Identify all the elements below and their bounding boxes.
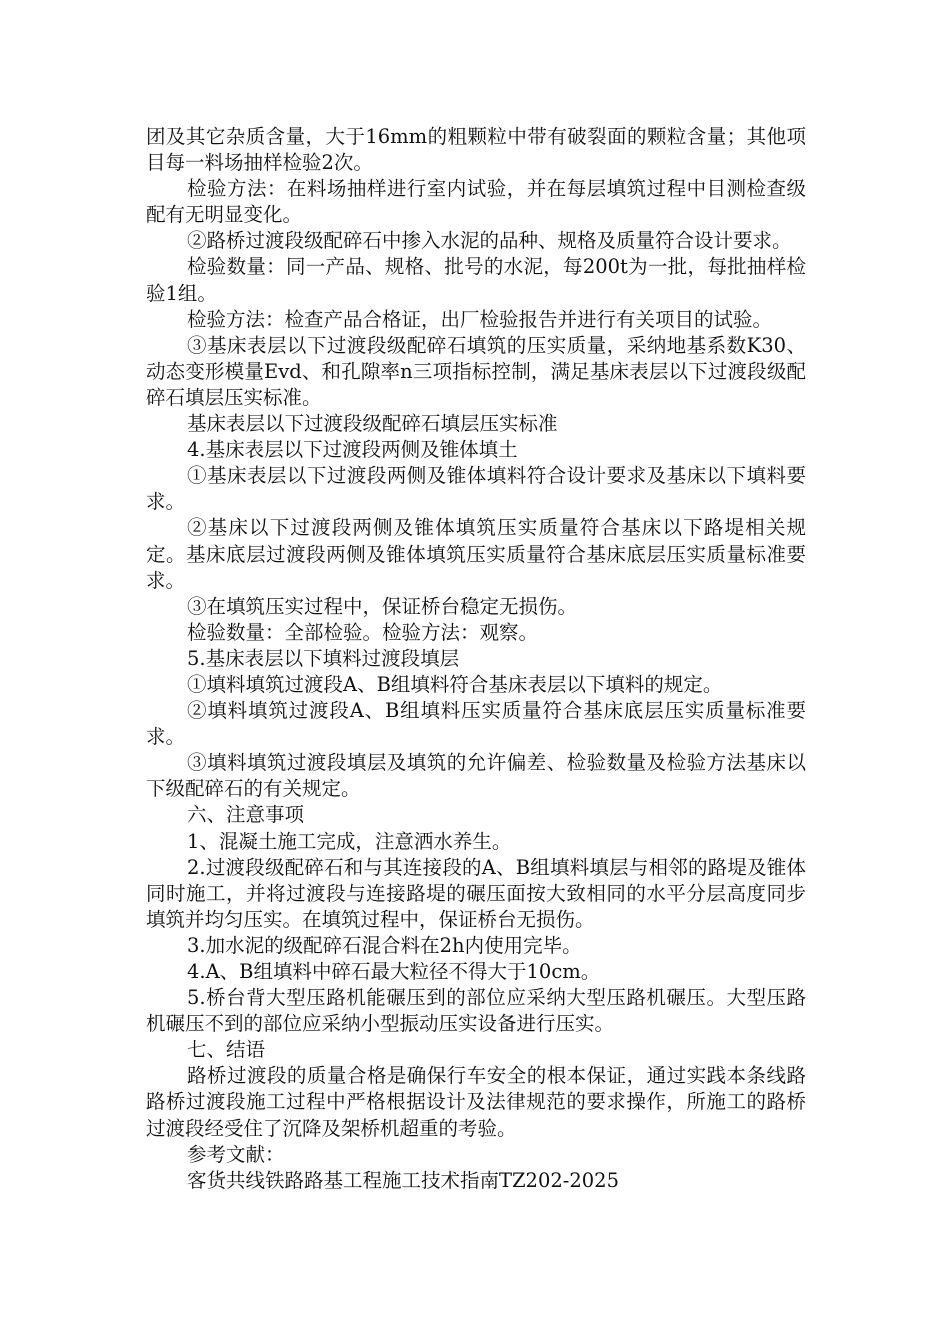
paragraph-4: 检验数量：同一产品、规格、批号的水泥，每200t为一批，每批抽样检验1组。	[146, 255, 806, 305]
paragraph-15: ②填料填筑过渡段A、B组填料压实质量符合基床底层压实质量标准要求。	[146, 699, 806, 749]
paragraph-2: 检验方法：在料场抽样进行室内试验，并在每层填筑过程中目测检查级配有无明显变化。	[146, 177, 806, 227]
paragraph-3: ②路桥过渡段级配碎石中掺入水泥的品种、规格及质量符合设计要求。	[187, 229, 792, 253]
paragraph-7: 基床表层以下过渡段级配碎石填层压实标准	[187, 412, 558, 436]
paragraph-12: 检验数量：全部检验。检验方法：观察。	[187, 620, 539, 644]
section-heading-4: 4.基床表层以下过渡段两侧及锥体填土	[187, 438, 518, 462]
paragraph-18: 1、混凝土施工完成，注意洒水养生。	[187, 829, 512, 853]
document-page	[146, 124, 806, 1194]
paragraph-19: 2.过渡段级配碎石和与其连接段的A、B组填料填层与相邻的路堤及锥体同时施工，并将过渡段与连接路堤的碾压面按大致相同的水平分层高度同步填筑并均匀压实。在填筑过程中，保证桥台无损伤。	[146, 855, 806, 931]
reference-item: 客货共线铁路路基工程施工技术指南TZ202-2025	[187, 1168, 619, 1192]
paragraph-9: ①基床表层以下过渡段两侧及锥体填料符合设计要求及基床以下填料要求。	[146, 464, 806, 514]
paragraph-16: ③填料填筑过渡段填层及填筑的允许偏差、检验数量及检验方法基床以下级配碎石的有关规定。	[146, 751, 806, 801]
paragraph-1: 团及其它杂质含量，大于16mm的粗颗粒中带有破裂面的颗粒含量；其他项目每一料场抽样检验2次。	[146, 125, 806, 175]
paragraph-21: 4.A、B组填料中碎石最大粒径不得大于10cm。	[187, 960, 601, 983]
paragraph-6: ③基床表层以下过渡段级配碎石填筑的压实质量，采纳地基系数K30、动态变形模量Evd、和孔隙率n三项指标控制，满足基床表层以下过渡段级配碎石填层压实标准。	[146, 333, 806, 409]
paragraph-5: 检验方法：检查产品合格证，出厂检验报告并进行有关项目的试验。	[187, 307, 773, 331]
paragraph-10: ②基床以下过渡段两侧及锥体填筑压实质量符合基床以下路堤相关规定。基床底层过渡段两侧及锥体填筑压实质量符合基床底层压实质量标准要求。	[146, 516, 806, 592]
paragraph-22: 5.桥台背大型压路机能碾压到的部位应采纳大型压路机碾压。大型压路机碾压不到的部位应采纳小型振动压实设备进行压实。	[146, 986, 806, 1036]
paragraph-14: ①填料填筑过渡段A、B组填料符合基床表层以下填料的规定。	[187, 672, 723, 696]
section-heading-5: 5.基床表层以下填料过渡段填层	[187, 646, 460, 670]
section-heading-6: 六、注意事项	[187, 803, 305, 827]
paragraph-24: 路桥过渡段的质量合格是确保行车安全的根本保证，通过实践本条线路路桥过渡段施工过程中严格根据设计及法律规范的要求操作，所施工的路桥过渡段经受住了沉降及架桥机超重的考验。	[146, 1064, 806, 1140]
paragraph-20: 3.加水泥的级配碎石混合料在2h内使用完毕。	[187, 933, 582, 957]
references-heading: 参考文献：	[187, 1142, 285, 1166]
section-heading-7: 七、结语	[187, 1038, 266, 1062]
paragraph-11: ③在填筑压实过程中，保证桥台稳定无损伤。	[187, 594, 578, 618]
